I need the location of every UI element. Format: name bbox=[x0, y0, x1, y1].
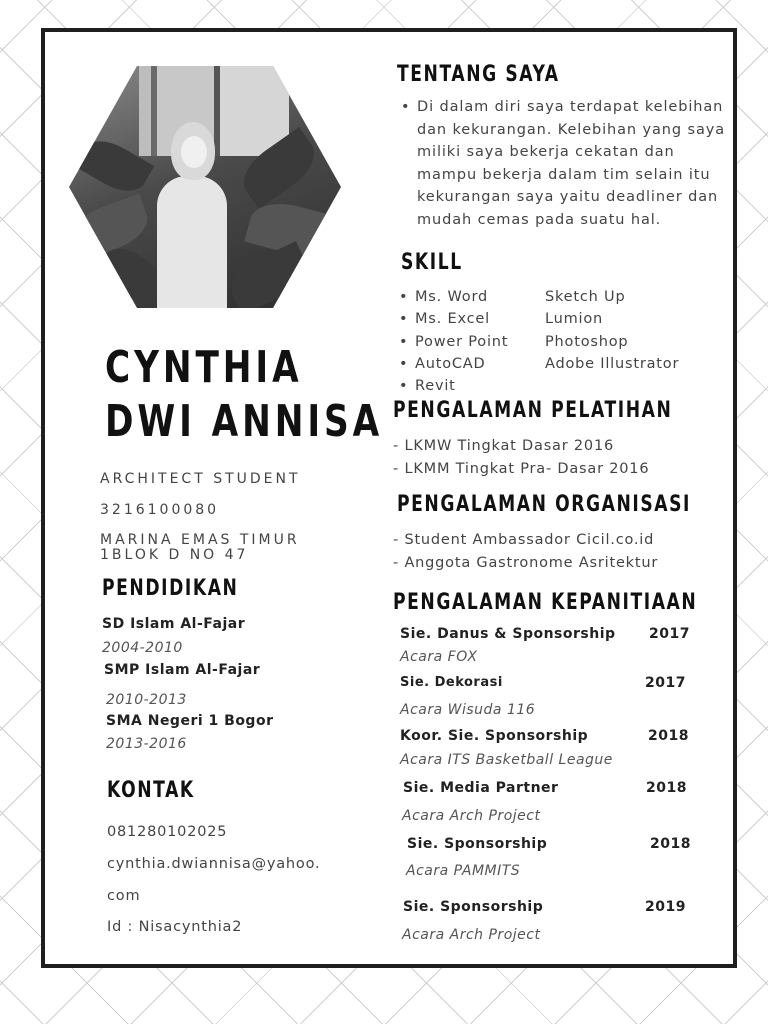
committee-year: 2018 bbox=[646, 780, 687, 796]
education-school: SMP Islam Al-Fajar bbox=[104, 662, 261, 678]
skill-item: • Revit bbox=[397, 375, 508, 397]
committee-event: Acara PAMMITS bbox=[406, 863, 521, 879]
address-line-1: MARINA EMAS TIMUR bbox=[100, 532, 300, 548]
skill-item: • AutoCAD bbox=[397, 353, 508, 375]
training-item: - LKMM Tingkat Pra- Dasar 2016 bbox=[393, 461, 650, 477]
resume-card bbox=[41, 28, 737, 968]
address-line-2: 1BLOK D NO 47 bbox=[100, 547, 249, 563]
organization-item: - Student Ambassador Cicil.co.id bbox=[393, 532, 655, 548]
education-years: 2004-2010 bbox=[102, 640, 183, 656]
committee-event: Acara FOX bbox=[400, 649, 478, 665]
contact-phone[interactable]: 081280102025 bbox=[107, 824, 228, 840]
last-name: DWI ANNISA bbox=[105, 396, 384, 447]
committee-event: Acara Wisuda 116 bbox=[400, 702, 536, 718]
skill-item: • Ms. Excel bbox=[397, 308, 508, 330]
education-school: SD Islam Al-Fajar bbox=[102, 616, 246, 632]
committee-role: Sie. Sponsorship bbox=[407, 836, 548, 852]
first-name: CYNTHIA bbox=[105, 342, 303, 393]
profile-photo bbox=[69, 66, 341, 308]
id-number: 3216100080 bbox=[100, 502, 220, 518]
about-heading: TENTANG SAYA bbox=[397, 62, 560, 87]
committee-role: Sie. Danus & Sponsorship bbox=[400, 626, 616, 642]
skill-heading: SKILL bbox=[401, 250, 463, 275]
skill-item: • Ms. Word bbox=[397, 286, 508, 308]
education-years: 2013-2016 bbox=[106, 736, 187, 752]
committee-year: 2019 bbox=[645, 899, 686, 915]
training-item: - LKMW Tingkat Dasar 2016 bbox=[393, 438, 615, 454]
about-text: • Di dalam diri saya terdapat kelebihan dan kekurangan. Kelebihan yang saya miliki saya bekerja cekatan dan mampu bekerja dalam tim selain itu kekurangan saya yaitu deadliner dan mudah cemas pada suatu hal. bbox=[397, 96, 737, 231]
committee-role: Sie. Dekorasi bbox=[400, 675, 503, 690]
committee-event: Acara Arch Project bbox=[402, 808, 541, 824]
role-title: ARCHITECT STUDENT bbox=[100, 471, 301, 487]
committee-year: 2018 bbox=[648, 728, 689, 744]
education-years: 2010-2013 bbox=[106, 692, 187, 708]
organization-heading: PENGALAMAN ORGANISASI bbox=[397, 492, 691, 517]
skill-item: Sketch Up bbox=[545, 289, 626, 305]
contact-email-cont[interactable]: com bbox=[107, 888, 141, 904]
contact-email[interactable]: cynthia.dwiannisa@yahoo. bbox=[107, 856, 321, 872]
committee-year: 2018 bbox=[650, 836, 691, 852]
skill-list-right bbox=[527, 286, 679, 375]
training-heading: PENGALAMAN PELATIHAN bbox=[393, 398, 673, 423]
committee-heading: PENGALAMAN KEPANITIAAN bbox=[393, 590, 698, 615]
committee-role: Sie. Sponsorship bbox=[403, 899, 544, 915]
committee-role: Sie. Media Partner bbox=[403, 780, 559, 796]
contact-id: Id : Nisacynthia2 bbox=[107, 919, 243, 935]
committee-role: Koor. Sie. Sponsorship bbox=[400, 728, 589, 744]
committee-year: 2017 bbox=[649, 626, 690, 642]
education-school: SMA Negeri 1 Bogor bbox=[106, 713, 274, 729]
skill-list-left bbox=[397, 286, 508, 397]
skill-item: • Power Point bbox=[397, 331, 508, 353]
committee-year: 2017 bbox=[645, 675, 686, 691]
committee-event: Acara ITS Basketball League bbox=[400, 752, 613, 768]
contact-heading: KONTAK bbox=[107, 778, 195, 803]
committee-event: Acara Arch Project bbox=[402, 927, 541, 943]
skill-item: Lumion bbox=[545, 311, 604, 328]
skill-item: Photoshop bbox=[545, 333, 629, 350]
education-heading: PENDIDIKAN bbox=[102, 576, 239, 601]
skill-item: Adobe Illustrator bbox=[545, 355, 680, 372]
organization-item: - Anggota Gastronome Asritektur bbox=[393, 555, 659, 571]
